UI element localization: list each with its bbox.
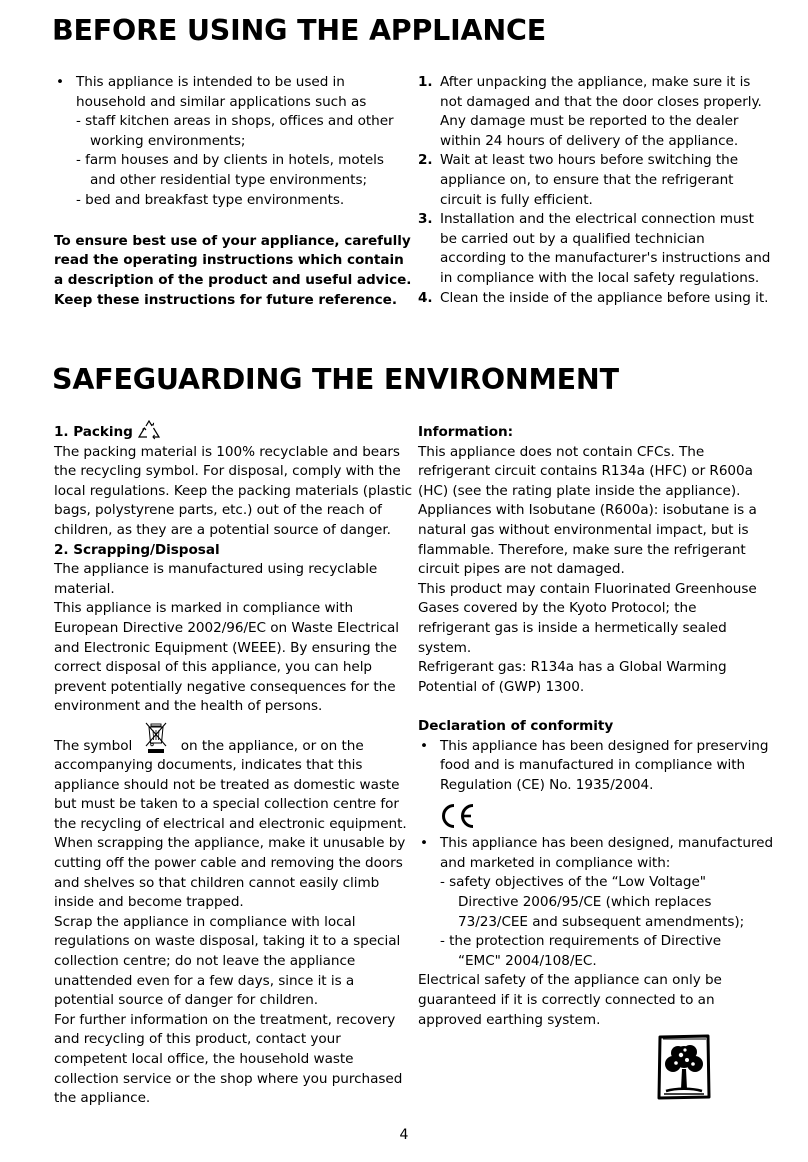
sub-item: - farm houses and by clients in hotels, motels — [76, 152, 384, 169]
ce-mark-icon — [438, 801, 478, 831]
sub-item: - safety objectives of the “Low Voltage" — [440, 874, 706, 891]
ce-mark — [418, 795, 768, 834]
information-title: Information: — [418, 424, 514, 440]
heading-safeguarding-environment: SAFEGUARDING THE ENVIRONMENT — [52, 363, 619, 396]
environment-tree-logo-icon — [656, 1033, 712, 1101]
recycling-symbol-icon — [137, 420, 161, 440]
packing-title: 1. Packing — [54, 423, 404, 443]
steps-list: 1. After unpacking the appliance, make sure it is not damaged and that the door closes properly. Any damage must be reported to the dealer within 24 hours of delivery of the appliance. 2. Wait at least two hours before switching the appliance on, to ensure that the refrigerant circuit is fully efficient. 3. Installation and the electrical connection must be carried out by a qualified technician according to the manufacturer's instructions and in compliance with the local safety regulations. 4. Clean the inside of the appliance before using it. — [418, 73, 763, 308]
declaration-title: Declaration of conformity — [418, 717, 614, 734]
step-3: 3. Installation and the electrical connection must — [418, 211, 754, 228]
environment-left-column: 1. Packing The packing material is 100% recyclable and bears the recycling symbol. For disposal, comply with the local regulations. Keep the packing materials (plastic bags, polystyrene parts, etc.) out of the reach of children, as they are a potential source of danger. 2. Scrapping/Disposal The appliance is manufactured using recyclable material. This appliance is marked in compliance with European Directive 2002/96/EC on Waste Electrical and Electronic Equipment (WEEE). By ensuring the correct disposal of this appliance, you can help prevent potentially negative consequences for the environment and the health of persons. The symbol on the appliance, or on the accompanying documents, indicates that this appliance should not be treated as domestic waste but must be taken to a special collection centre for the recycling of electrical and electronic equipment. When scrapping the appliance, make it unusable by cutting off the power cable and removing the doors and shelves so that children cannot easily climb inside and become trapped. Scrap the appliance in compliance with local regulations on waste disposal, taking it to a special collection centre; do not leave the appliance unattended even for a few days, since it is a potential source of danger for children. For further information on the treatment, recovery and recycling of this product, contact your competent local office, the household waste collection service or the shop where you purchased the appliance. — [54, 423, 404, 1109]
environment-right-column: Information: This appliance does not contain CFCs. The refrigerant circuit contains R134a (HFC) or R600a (HC) (see the rating plate inside the appliance). Appliances with Isobutane (R600a): isobutane is a natural gas without environmental impact, but is flammable. Therefore, make sure the refrigerant circuit pipes are not damaged. This product may contain Fluorinated Greenhouse Gases covered by the Kyoto Protocol; the refrigerant gas is inside a hermetically sealed system. Refrigerant gas: R134a has a Global Warming Potential of (GWP) 1300. Declaration of conformity • This appliance has been designed for preserving food and is manufactured in compliance with Regulation (CE) No. 1935/2004. • This appliance has been designed, manufactured and marketed in compliance with: - safety objectives of the “Low Voltage" Directive 2006/95/CE (which replaces 73/23/CEE and subsequent amendments); - the protection requirements of Directive “EMC" 2004/108/EC. Electrical safety of the appliance can only be guaranteed if it is correctly connected to an approved earthing system. — [418, 424, 774, 1028]
intro-column: • This appliance is intended to be used in household and similar applications such as - staff kitchen areas in shops, offices and other working environments; - farm houses and by clients in hotels, motels and other residential type environments; - bed and breakfast type environments. To ensure best use of your appliance, carefully read the operating instructions which contain a description of the product and useful advice. Keep these instructions for future reference. — [54, 74, 412, 308]
sub-item: - staff kitchen areas in shops, offices and other — [76, 113, 394, 130]
declaration-bullet-2: • This appliance has been designed, manufactured — [420, 835, 774, 852]
intro-bullet: • This appliance is intended to be used in — [54, 73, 399, 93]
scrapping-title: 2. Scrapping/Disposal — [54, 541, 220, 558]
weee-bin-icon — [140, 721, 172, 755]
bold-note: To ensure best use of your appliance, carefully — [54, 232, 411, 249]
heading-before-using: BEFORE USING THE APPLIANCE — [52, 14, 547, 47]
sub-item: - bed and breakfast type environments. — [76, 191, 345, 208]
symbol-line: The symbol on the appliance, or on the — [54, 737, 404, 757]
step-2: 2. Wait at least two hours before switching the — [418, 152, 739, 169]
sub-item: - the protection requirements of Directive — [440, 933, 722, 950]
step-4: 4. Clean the inside of the appliance before using it. — [418, 289, 769, 306]
step-1: 1. After unpacking the appliance, make sure it is — [418, 74, 751, 90]
page-number: 4 — [399, 1127, 409, 1143]
declaration-bullet-1: • This appliance has been designed for preserving — [420, 737, 769, 754]
bullet-mark: • — [56, 74, 64, 90]
